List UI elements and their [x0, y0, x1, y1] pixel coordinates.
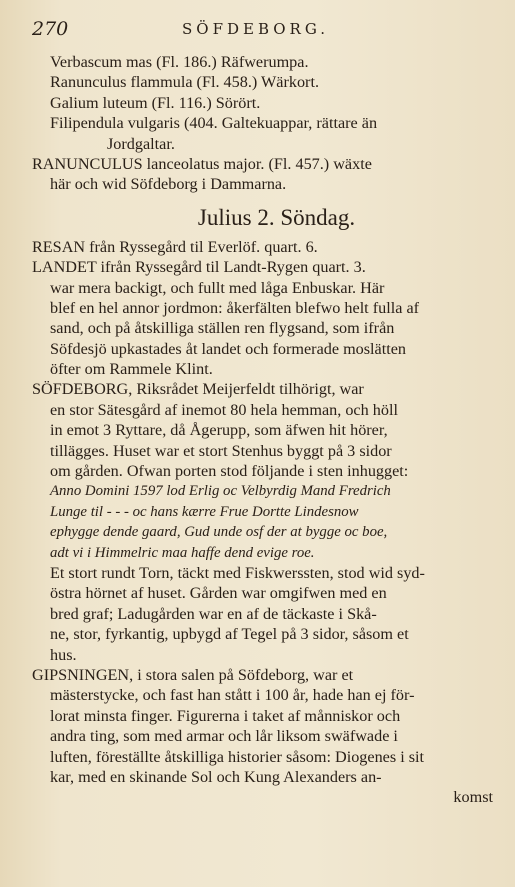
- text-line: Et stort rundt Torn, täckt med Fiskwerssten, stod wid syd-: [50, 563, 425, 582]
- text-line: komst: [453, 788, 493, 807]
- text-line: ephygge dende gaard, Gud unde osf der at bygge oc boe,: [50, 524, 388, 541]
- text-line: Galium luteum (Fl. 116.) Sörört.: [50, 93, 261, 112]
- text-line: blef en hel annor jordmon: åkerfälten blefwo helt fulla af: [50, 298, 420, 317]
- text-line: hus.: [50, 645, 77, 664]
- text-line: in emot 3 Ryttare, då Ågerupp, som äfwen hit hörer,: [50, 421, 388, 440]
- section-heading: Julius 2. Söndag.: [197, 204, 356, 230]
- text-line: östra hörnet af huset. Gården war omgifwen med en: [50, 584, 387, 603]
- text-line: lorat minsta finger. Figurerna i taket af månniskor och: [50, 706, 401, 725]
- text-line: kar, med en skinande Sol och Kung Alexanders an-: [50, 767, 382, 786]
- page-number: 270: [32, 18, 69, 40]
- text-line: RESAN från Ryssegård til Everlöf. quart. 6.: [32, 237, 318, 256]
- text-line: sand, och på åtskilliga ställen ren flygsand, som ifrån: [50, 319, 395, 338]
- text-line: tillägges. Huset war et stort Stenhus byggt på 3 sidor: [50, 441, 392, 460]
- text-line: Söfdesjö upkastades åt landet och formerade moslätten: [50, 339, 407, 358]
- text-line: Filipendula vulgaris (404. Galtekuappar, rättare än: [50, 114, 378, 133]
- text-line: Verbascum mas (Fl. 186.) Räfwerumpa.: [50, 53, 309, 71]
- text-line: LANDET ifrån Ryssegård til Landt-Rygen quart. 3.: [32, 258, 366, 277]
- text-line: mästerstycke, och fast han stått i 100 år, hade han ej för-: [50, 686, 415, 705]
- text-line: luften, föreställte åtskilliga historier såsom: Diogenes i sit: [50, 747, 425, 766]
- running-title: SÖFDEBORG.: [182, 20, 330, 38]
- text-line: bred graf; Ladugården war en af de täckaste i Skå-: [50, 604, 377, 623]
- text-line: adt vi i Himmelric maa haffe dend evige roe.: [50, 544, 315, 561]
- text-line: Lunge til - - - oc hans kærre Frue Dortte Lindesnow: [50, 503, 359, 520]
- text-line: Jordgaltar.: [107, 134, 175, 153]
- text-line: om gården. Ofwan porten stod följande i sten inhugget:: [50, 462, 409, 481]
- text-line: andra ting, som med armar och lår liksom swäfwade i: [50, 727, 398, 746]
- page-header: [32, 16, 495, 42]
- text-line: GIPSNINGEN, i stora salen på Söfdeborg, war et: [32, 665, 354, 684]
- text-line: en stor Sätesgård af inemot 80 hela hemman, och höll: [50, 400, 398, 419]
- body-text: [32, 52, 493, 808]
- text-line: ne, stor, fyrkantig, upbygd af Tegel på 3 sidor, såsom et: [50, 625, 409, 644]
- text-line: Ranunculus flammula (Fl. 458.) Wärkort.: [50, 73, 319, 92]
- text-line: war mera backigt, och fullt med låga Enbuskar. Här: [50, 278, 385, 297]
- text-line: här och wid Söfdeborg i Dammarna.: [50, 175, 287, 194]
- text-line: RANUNCULUS lanceolatus major. (Fl. 457.) wäxte: [32, 154, 372, 173]
- text-line: SÖFDEBORG, Riksrådet Meijerfeldt tilhörigt, war: [32, 380, 364, 399]
- text-line: öfter om Rammele Klint.: [50, 360, 213, 379]
- text-line: Anno Domini 1597 lod Erlig oc Velbyrdig Mand Fredrich: [50, 483, 391, 500]
